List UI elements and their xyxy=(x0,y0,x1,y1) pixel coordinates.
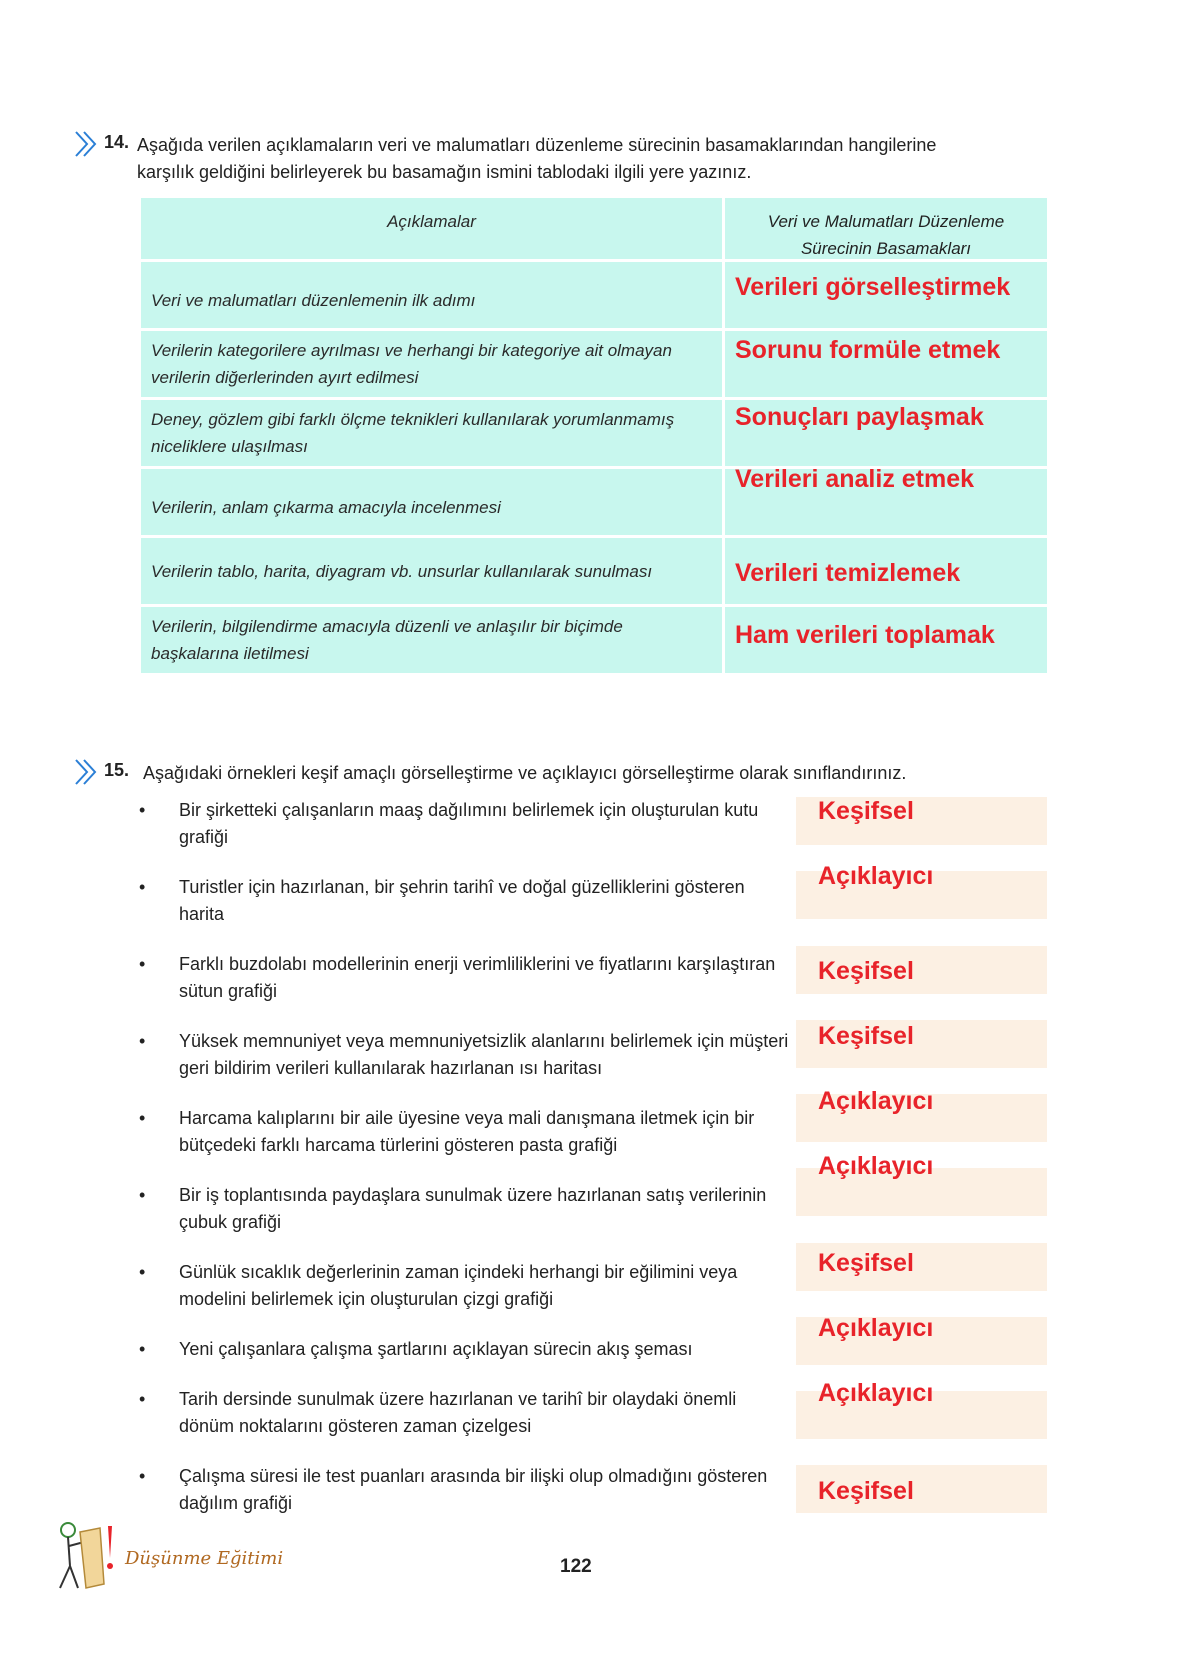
list-item: • Yüksek memnuniyet veya memnuniyetsizlik alanlarını belirlemek için müşteri geri bildirim verileri kullanılarak hazırlanan ısı haritası xyxy=(139,1031,789,1078)
question-number: 15. xyxy=(104,760,130,780)
row-description: Verilerin, anlam çıkarma amacıyla incelenmesi xyxy=(141,469,722,535)
question-text: Aşağıdaki örnekleri keşif amaçlı görselleştirme ve açıklayıcı görselleştirme olarak sınıflandırınız. xyxy=(143,763,907,783)
thinking-figure-logo-icon xyxy=(52,1518,122,1593)
handwritten-answer: Açıklayıcı xyxy=(818,1152,934,1180)
page-number: 122 xyxy=(560,1556,592,1577)
list-item: • Harcama kalıplarını bir aile üyesine veya mali danışmana iletmek için bir bütçedeki farklı harcama türlerini gösteren pasta grafiği xyxy=(139,1108,755,1155)
list-item: • Tarih dersinde sunulmak üzere hazırlanan ve tarihî bir olaydaki önemli dönüm noktalarını gösteren zaman çizelgesi xyxy=(139,1389,737,1436)
handwritten-answer: Sonuçları paylaşmak xyxy=(735,403,984,431)
header-steps: Veri ve Malumatları Düzenleme Sürecinin Basamakları xyxy=(725,198,1047,259)
list-item: • Turistler için hazırlanan, bir şehrin tarihî ve doğal güzelliklerini gösteren harita xyxy=(139,877,745,924)
list-item: • Günlük sıcaklık değerlerinin zaman içindeki herhangi bir eğilimini veya modelini belirlemek için oluşturulan çizgi grafiği xyxy=(139,1262,738,1309)
row-description: Veri ve malumatları düzenlemenin ilk adımı xyxy=(141,262,722,328)
row-description: Verilerin tablo, harita, diyagram vb. unsurlar kullanılarak sunulması xyxy=(141,538,722,604)
list-item: • Bir iş toplantısında paydaşlara sunulmak üzere hazırlanan satış verilerinin çubuk grafiği xyxy=(139,1185,767,1232)
steps-table xyxy=(141,198,1047,676)
list-item: • Çalışma süresi ile test puanları arasında bir ilişki olup olmadığını gösteren dağılım grafiği xyxy=(139,1466,768,1513)
list-item: • Yeni çalışanlara çalışma şartlarını açıklayan sürecin akış şeması xyxy=(139,1339,693,1359)
handwritten-answer: Açıklayıcı xyxy=(818,1379,934,1407)
handwritten-answer: Keşifsel xyxy=(818,957,914,985)
table-row xyxy=(141,262,1047,328)
row-description: Verilerin, bilgilendirme amacıyla düzenli ve anlaşılır bir biçimde başkalarına iletilmesi xyxy=(141,607,722,673)
list-item: • Farklı buzdolabı modellerinin enerji verimliliklerini ve fiyatlarını karşılaştıran sütun grafiği xyxy=(139,954,776,1001)
handwritten-answer: Keşifsel xyxy=(818,1477,914,1505)
handwritten-answer: Açıklayıcı xyxy=(818,1314,934,1342)
question-text: Aşağıda verilen açıklamaların veri ve malumatları düzenleme sürecinin basamaklarından hangilerine karşılık geldiğini belirleyerek bu basamağın ismini tablodaki ilgili yere yazınız. xyxy=(137,135,937,182)
question-15-heading xyxy=(72,760,906,787)
table-row xyxy=(141,465,1047,535)
handwritten-answer: Verileri görselleştirmek xyxy=(735,273,1011,301)
handwritten-answer: Ham verileri toplamak xyxy=(735,621,995,649)
table-header-row xyxy=(141,198,1047,259)
handwritten-answer: Keşifsel xyxy=(818,797,914,825)
question-number: 14. xyxy=(104,132,130,152)
handwritten-answer: Verileri temizlemek xyxy=(735,559,961,587)
table-row xyxy=(141,538,1047,604)
handwritten-answer: Verileri analiz etmek xyxy=(735,465,975,493)
row-description: Deney, gözlem gibi farklı ölçme teknikleri kullanılarak yorumlanmamış niceliklere ulaşılması xyxy=(141,400,722,466)
handwritten-answer: Sorunu formüle etmek xyxy=(735,336,1001,364)
series-label: Düşünme Eğitimi xyxy=(125,1548,284,1569)
header-descriptions: Açıklamalar xyxy=(141,198,722,259)
row-description: Verilerin kategorilere ayrılması ve herhangi bir kategoriye ait olmayan verilerin diğerlerinden ayırt edilmesi xyxy=(141,331,722,397)
double-chevron-right-icon xyxy=(72,129,102,159)
table-row xyxy=(141,400,1047,466)
table-row xyxy=(141,607,1047,673)
list-item: • Bir şirketteki çalışanların maaş dağılımını belirlemek için oluşturulan kutu grafiği xyxy=(139,800,759,847)
handwritten-answer: Açıklayıcı xyxy=(818,862,934,890)
handwritten-answer: Keşifsel xyxy=(818,1022,914,1050)
table-row xyxy=(141,331,1047,397)
handwritten-answer: Keşifsel xyxy=(818,1249,914,1277)
question-14-heading xyxy=(72,132,936,186)
double-chevron-right-icon xyxy=(72,757,102,787)
handwritten-answer: Açıklayıcı xyxy=(818,1087,934,1115)
